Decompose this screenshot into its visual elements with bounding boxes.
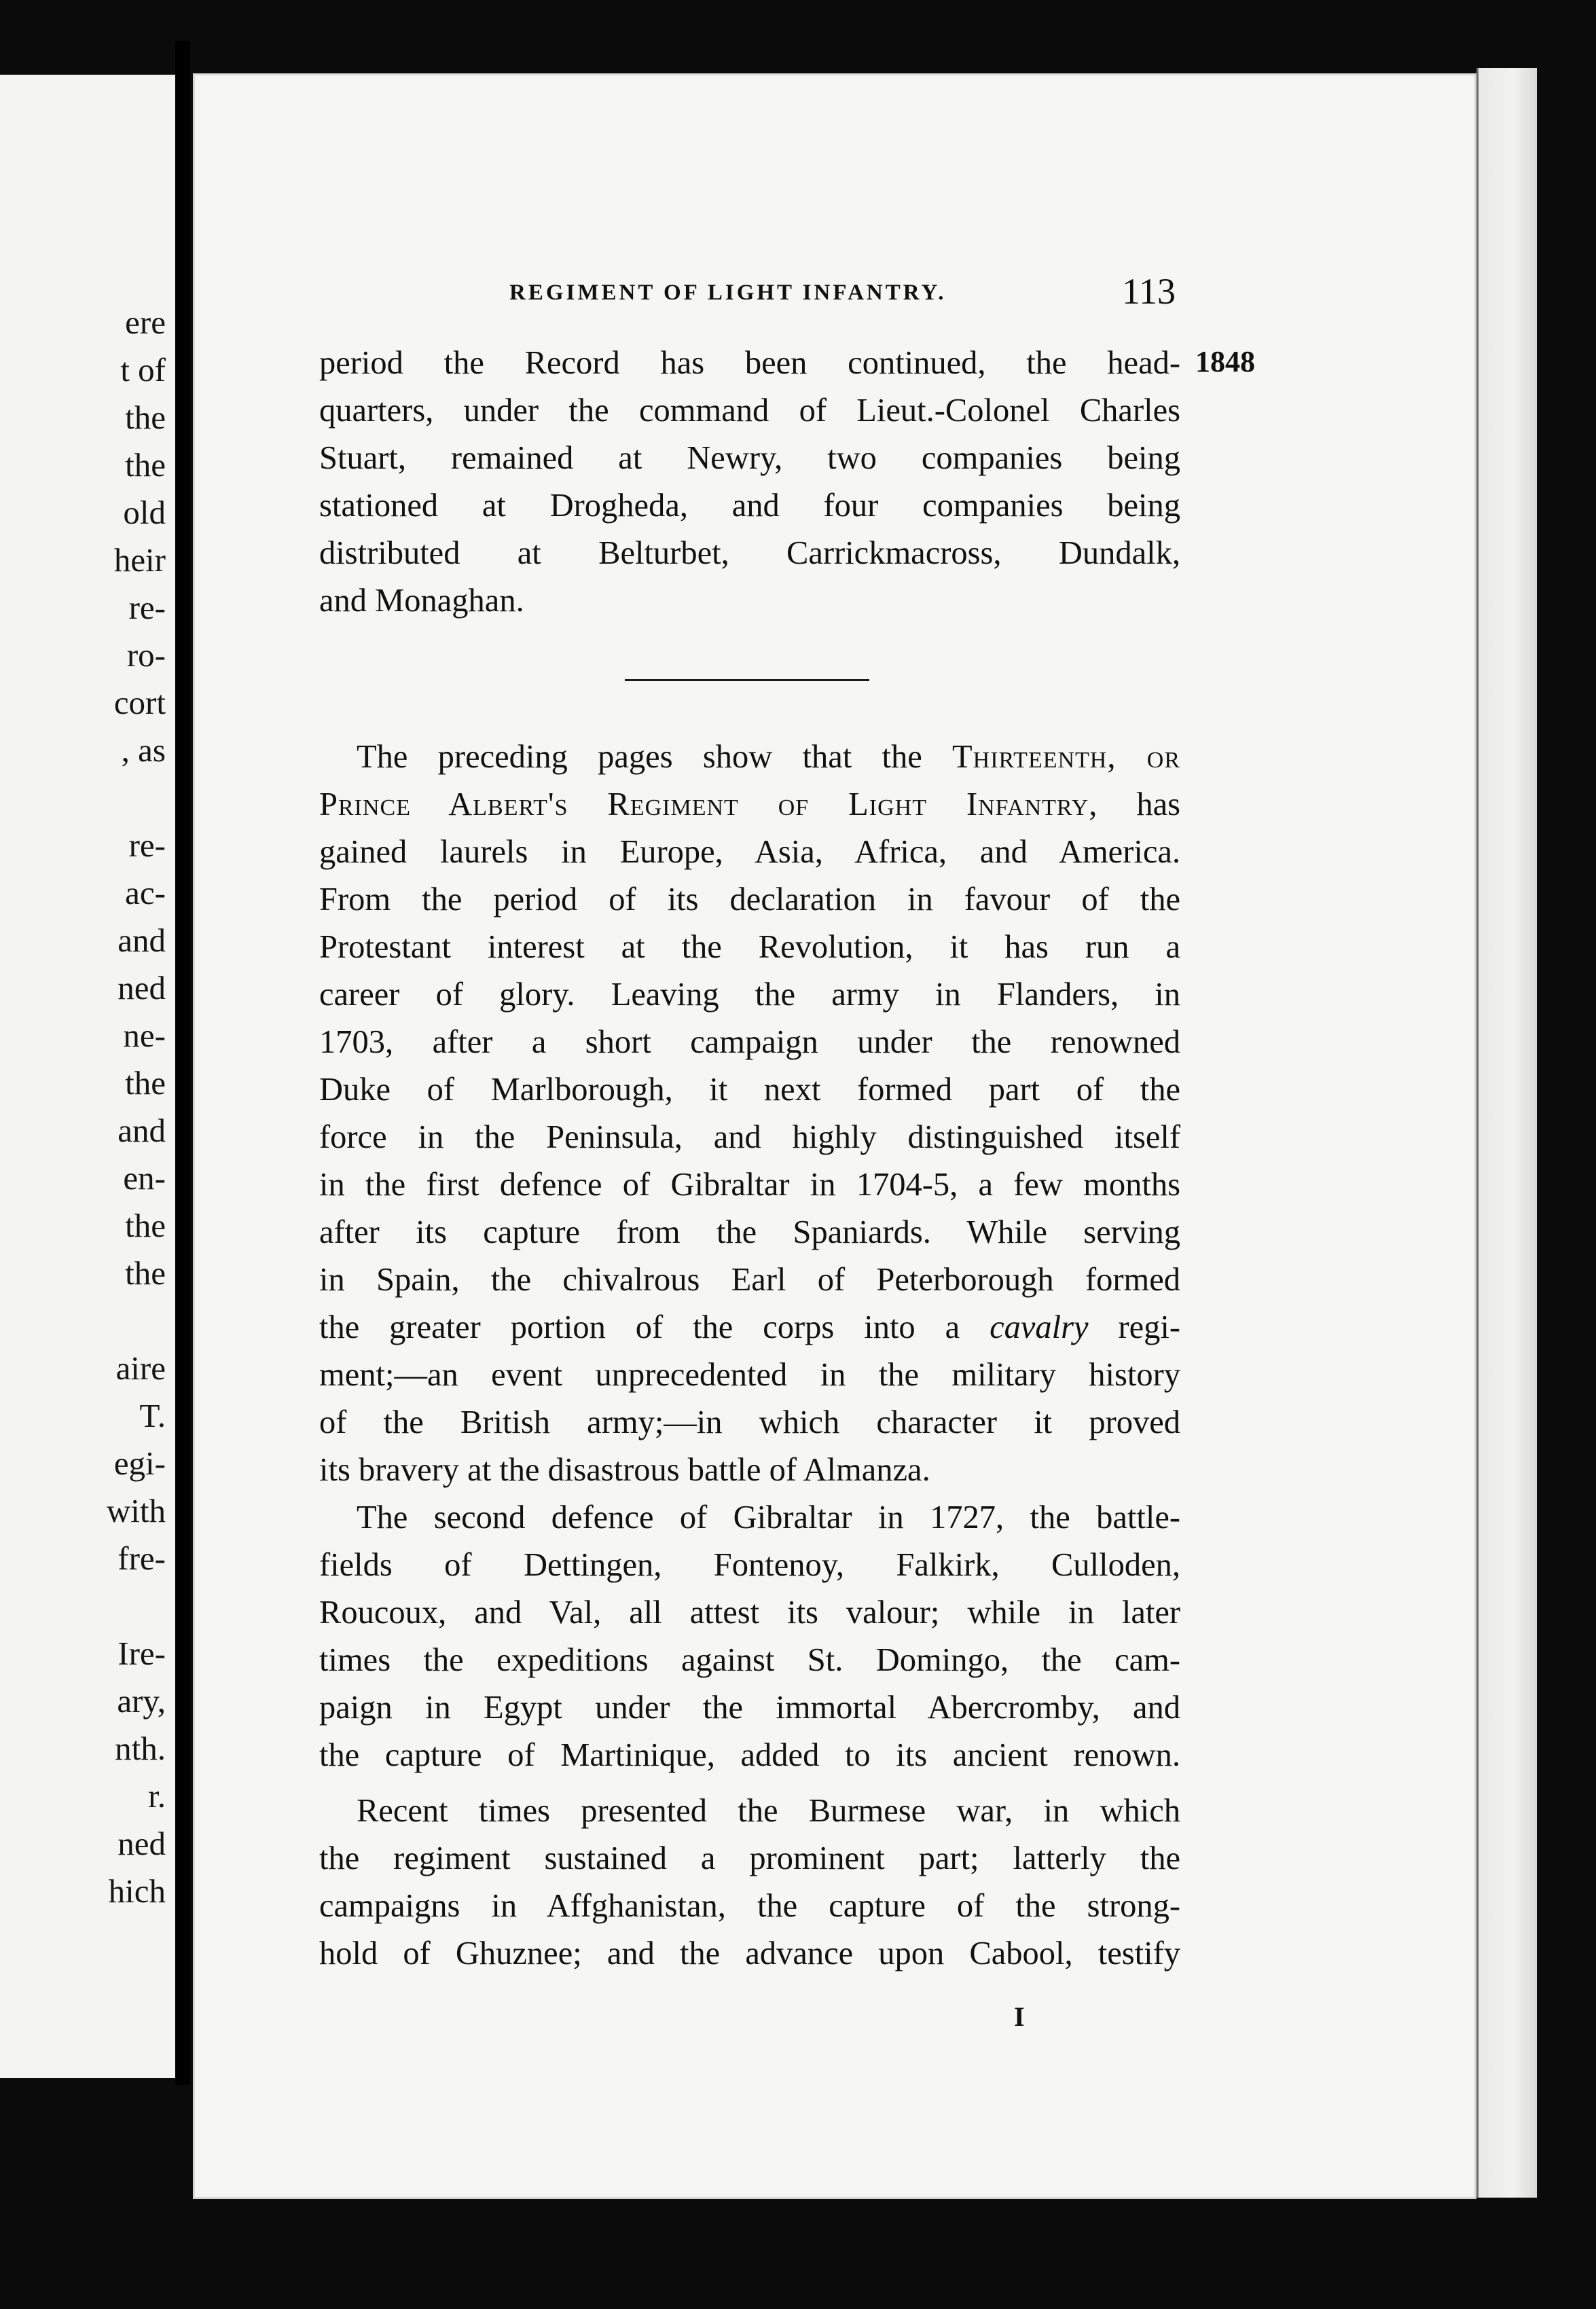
left-page-fragment: the [125,1207,166,1244]
left-page-fragment: re- [128,826,166,864]
left-page-fragment: Ire- [117,1635,166,1672]
text-line: stationed at Drogheda, and four companies being [319,488,1180,524]
left-page-fragment: , as [121,731,166,769]
paragraph-1 [319,340,1180,625]
small-caps-span: Prince Albert's Regiment of Light Infantry, [319,786,1098,822]
left-page-fragment: and [117,1112,166,1149]
text-line: distributed at Belturbet, Carrickmacross, Dundalk, [319,535,1180,571]
text-line: and Monaghan. [319,583,524,619]
text-line [319,733,1180,781]
left-page-fragment: ne- [123,1017,166,1054]
text-line: ment;—an event unprecedented in the military history [319,1357,1180,1393]
text-line: times the expeditions against St. Domingo, the cam- [319,1642,1180,1678]
text-line [319,781,1180,829]
page-number: 113 [1122,271,1176,312]
signature-mark: I [1014,2001,1025,2032]
left-page-fragment: T. [139,1397,166,1434]
left-page-fragment: egi- [113,1444,166,1482]
text-line: the capture of Martinique, added to its ancient renown. [319,1737,1180,1773]
text-line: paign in Egypt under the immortal Abercromby, and [319,1690,1180,1726]
running-head: REGIMENT OF LIGHT INFANTRY. [509,280,947,305]
left-page-fragment: ro- [126,636,166,674]
small-caps-span: Thirteenth, or [952,739,1180,775]
left-page-fragment: heir [113,541,166,579]
left-page-fragment: ac- [125,874,166,911]
left-page-fragment: ary, [117,1682,166,1720]
text-line: quarters, under the command of Lieut.-Colonel Charles [319,393,1180,429]
text-line: career of glory. Leaving the army in Flanders, in [319,977,1180,1013]
text-line: period the Record has been continued, the head- [319,345,1180,381]
text-line: force in the Peninsula, and highly distinguished itself [319,1119,1180,1155]
left-page-fragment: the [125,446,166,484]
left-page-fragment: t of [120,351,166,388]
left-page-fragment: hich [108,1872,166,1910]
left-page-fragment: nth. [115,1730,166,1767]
left-page-fragment: fre- [117,1540,166,1577]
text-line [319,1304,1180,1351]
left-page-fragment: r. [148,1777,166,1815]
text-line: The second defence of Gibraltar in 1727, the battle- [357,1499,1180,1535]
left-page [0,75,175,2078]
text-line: campaigns in Affghanistan, the capture of the strong- [319,1888,1180,1924]
margin-year: 1848 [1195,345,1255,378]
paragraph-4 [319,1787,1180,1978]
left-page-fragment: the [125,1064,166,1102]
left-page-fragment: with [106,1492,166,1529]
text-line: fields of Dettingen, Fontenoy, Falkirk, Culloden, [319,1547,1180,1583]
text-line: in the first defence of Gibraltar in 1704-5, a few months [319,1167,1180,1203]
paragraph-3 [319,1494,1180,1779]
text-line: in Spain, the chivalrous Earl of Peterborough formed [319,1262,1180,1298]
text-line: From the period of its declaration in favour of the [319,881,1180,917]
text-line: after its capture from the Spaniards. While serving [319,1214,1180,1250]
text-span: The preceding pages show that the [357,739,953,775]
text-line: Stuart, remained at Newry, two companies being [319,440,1180,476]
left-page-fragment: re- [128,589,166,626]
text-line: Duke of Marlborough, it next formed part of the [319,1072,1180,1108]
left-page-fragment: ere [125,304,166,341]
section-rule [625,679,869,681]
text-line: Recent times presented the Burmese war, in which [357,1793,1180,1829]
page-edge [1476,68,1537,2198]
italic-span: cavalry [990,1309,1089,1345]
left-page-fragment: the [125,399,166,436]
text-span: the greater portion of the corps into a [319,1309,990,1345]
left-page-fragment: and [117,922,166,959]
left-page-fragment: aire [115,1349,166,1387]
text-span: has [1098,786,1181,822]
text-line: its bravery at the disastrous battle of Almanza. [319,1452,930,1488]
text-line: the regiment sustained a prominent part; latterly the [319,1840,1180,1876]
book-gutter [175,41,190,2085]
text-line: gained laurels in Europe, Asia, Africa, and America. [319,834,1180,870]
left-page-fragment: old [123,494,166,531]
text-line: Roucoux, and Val, all attest its valour; while in later [319,1595,1180,1631]
text-line: hold of Ghuznee; and the advance upon Cabool, testify [319,1935,1180,1971]
left-page-fragment: the [125,1254,166,1292]
left-page-fragment: en- [123,1159,166,1197]
text-span: regi- [1088,1309,1180,1345]
text-line: of the British army;—in which character it proved [319,1404,1180,1440]
text-line: 1703, after a short campaign under the renowned [319,1024,1180,1060]
left-page-fragment: ned [117,969,166,1006]
paragraph-2 [319,733,1180,1494]
left-page-fragment: ned [117,1825,166,1862]
text-line: Protestant interest at the Revolution, it has run a [319,929,1180,965]
left-page-fragment: cort [113,684,166,721]
